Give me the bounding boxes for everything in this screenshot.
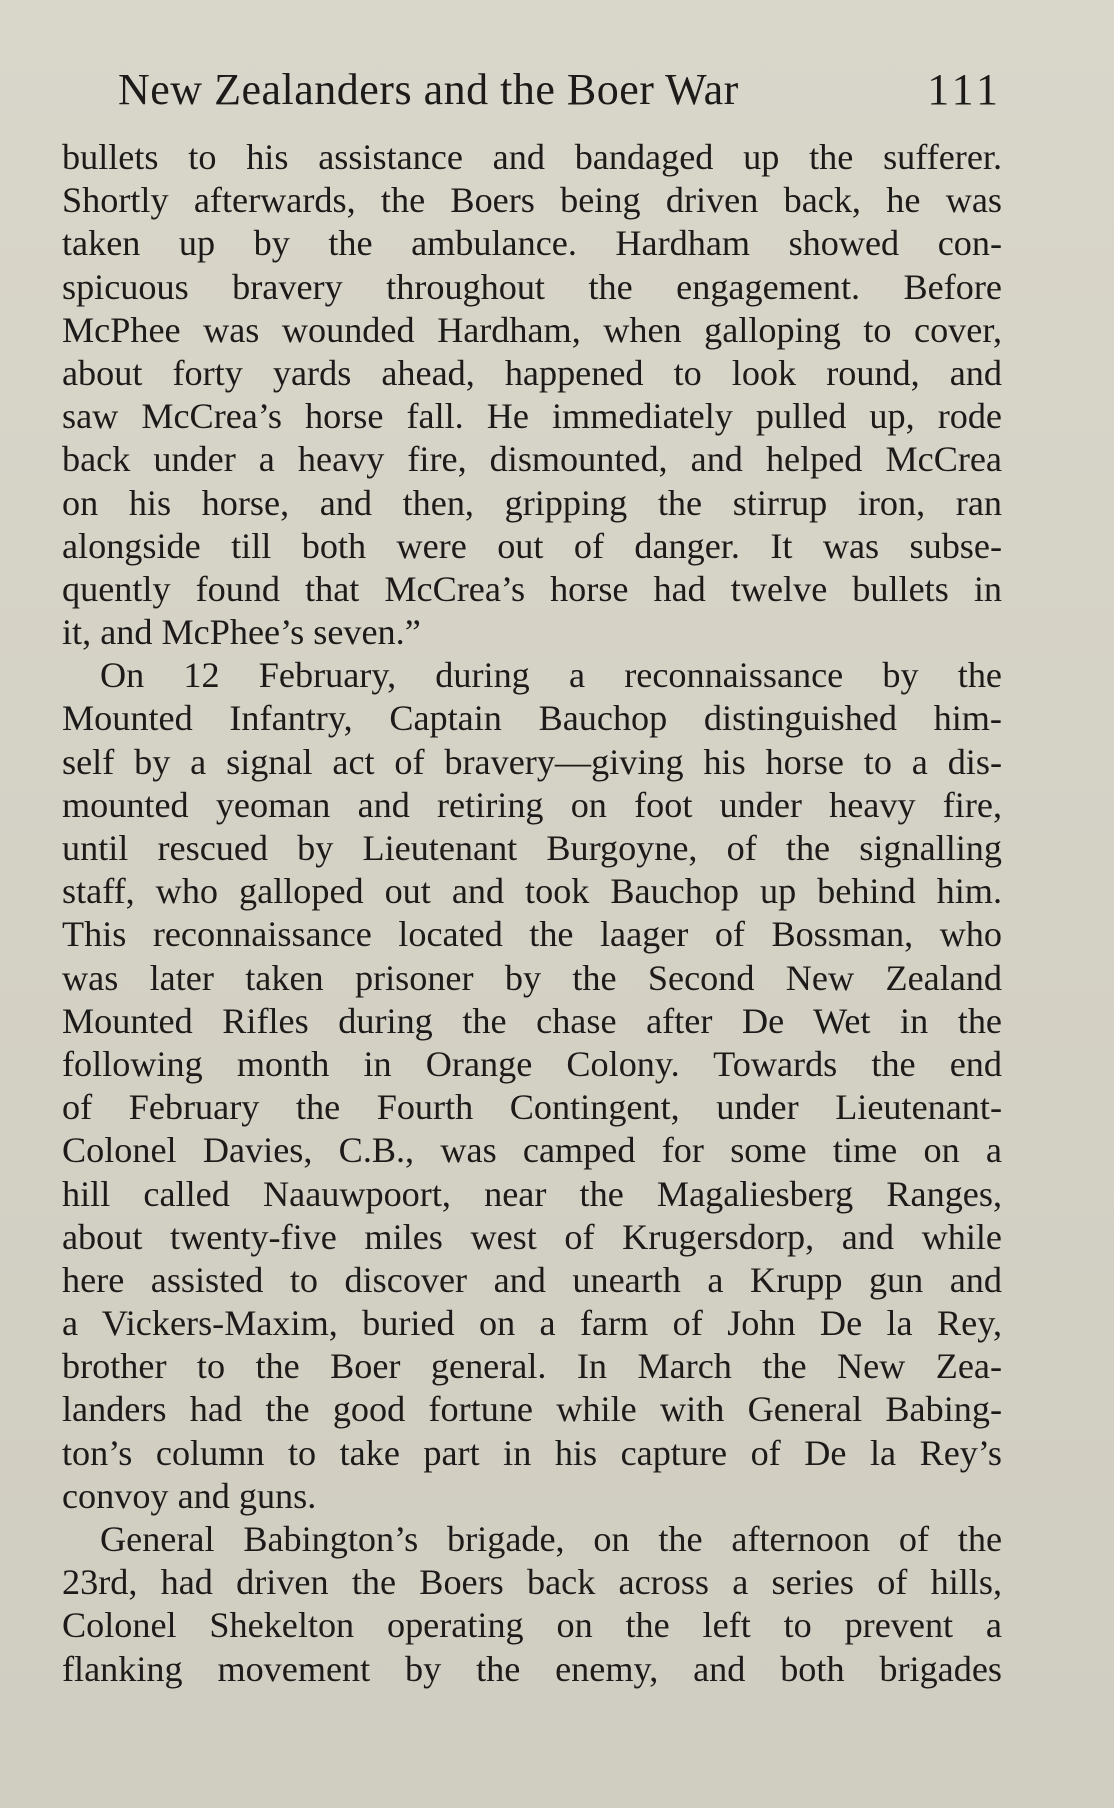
text-line: on his horse, and then, gripping the stirrup iron, ran [62, 482, 1002, 523]
text-line: until rescued by Lieutenant Burgoyne, of the signalling [62, 828, 1002, 868]
text-line: about forty yards ahead, happened to look round, and [62, 352, 1002, 393]
text-line: it, and McPhee’s seven.” [62, 612, 421, 653]
text-line: staff, who galloped out and took Bauchop up behind him. [62, 871, 1002, 912]
text-line: This reconnaissance located the laager of Bossman, who [62, 914, 1002, 955]
text-line: ton’s column to take part in his capture of De la Rey’s [62, 1432, 1002, 1473]
text-line: spicuous bravery throughout the engagement. Before [62, 266, 1002, 307]
text-line: Colonel Shekelton operating on the left to prevent a [62, 1605, 1002, 1646]
page-number: 111 [927, 65, 1002, 114]
text-line: was later taken prisoner by the Second New Zealand [62, 957, 1002, 998]
text-line: taken up by the ambulance. Hardham showed con- [62, 223, 1002, 264]
text-line: Mounted Rifles during the chase after De Wet in the [62, 1000, 1002, 1041]
text-line: Colonel Davies, C.B., was camped for some time on a [62, 1130, 1002, 1171]
text-line: back under a heavy fire, dismounted, and helped McCrea [62, 439, 1002, 480]
text-line: of February the Fourth Contingent, under Lieutenant- [62, 1087, 1002, 1128]
text-line: here assisted to discover and unearth a Krupp gun and [62, 1259, 1002, 1300]
body-text [62, 136, 1002, 1691]
text-line: landers had the good fortune while with General Babing- [62, 1389, 1002, 1430]
text-line: Mounted Infantry, Captain Bauchop distinguished him- [62, 698, 1002, 739]
text-line: Shortly afterwards, the Boers being driven back, he was [62, 180, 1002, 221]
text-line: McPhee was wounded Hardham, when galloping to cover, [62, 309, 1002, 350]
text-line: alongside till both were out of danger. It was subse- [62, 525, 1002, 566]
text-line: saw McCrea’s horse fall. He immediately pulled up, rode [62, 396, 1002, 437]
text-line: brother to the Boer general. In March the New Zea- [62, 1346, 1002, 1387]
running-header [118, 62, 1002, 118]
text-line: about twenty-five miles west of Krugersdorp, and while [62, 1216, 1002, 1257]
text-line: following month in Orange Colony. Towards the end [62, 1043, 1002, 1084]
text-line: 23rd, had driven the Boers back across a series of hills, [62, 1562, 1002, 1603]
running-title: New Zealanders and the Boer War [118, 65, 739, 114]
text-line: hill called Naauwpoort, near the Magaliesberg Ranges, [62, 1173, 1002, 1214]
text-line: On 12 February, during a reconnaissance by the [100, 655, 1002, 696]
text-line: quently found that McCrea’s horse had twelve bullets in [62, 568, 1002, 609]
text-line: mounted yeoman and retiring on foot under heavy fire, [62, 784, 1002, 825]
text-line: self by a signal act of bravery—giving his horse to a dis- [62, 741, 1002, 782]
text-line: bullets to his assistance and bandaged up the sufferer. [62, 137, 1002, 177]
text-line: flanking movement by the enemy, and both brigades [62, 1648, 1002, 1689]
text-line: a Vickers-Maxim, buried on a farm of John De la Rey, [62, 1303, 1002, 1344]
text-line: convoy and guns. [62, 1475, 317, 1516]
text-line: General Babington’s brigade, on the afternoon of the [100, 1519, 1002, 1559]
